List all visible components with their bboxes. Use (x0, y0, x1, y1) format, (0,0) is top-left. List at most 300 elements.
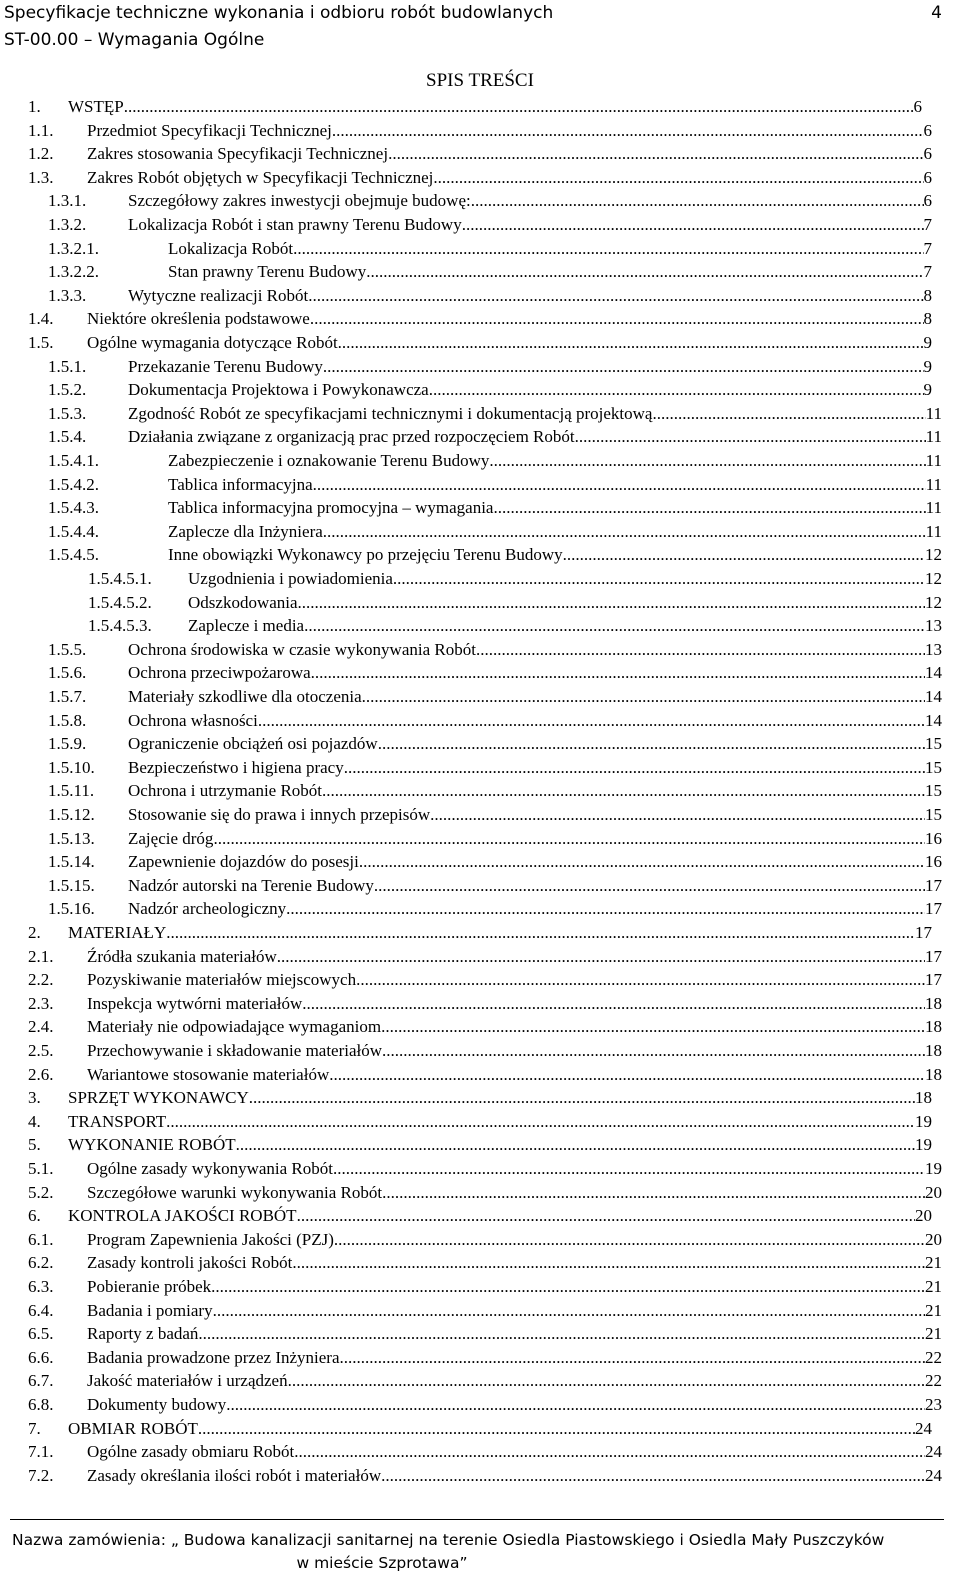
toc-entry-leader (462, 214, 924, 236)
toc-entry-title: Przedmiot Specyfikacji Technicznej (87, 120, 332, 140)
toc-entry-leader (563, 544, 925, 566)
toc-entry[interactable] (48, 426, 942, 448)
toc-entry-page: 20 (925, 1182, 942, 1202)
toc-entry-page: 7 (923, 262, 932, 282)
toc-entry-title: OBMIAR ROBÓT (68, 1418, 198, 1438)
toc-entry-page: 19 (915, 1135, 932, 1155)
toc-entry-number: 1.5.4.5.1. (88, 569, 152, 588)
toc-entry-leader (493, 497, 925, 519)
toc-entry-number: 6.1. (28, 1229, 54, 1249)
toc-entry-leader (382, 1040, 925, 1062)
toc-entry[interactable] (28, 1064, 942, 1086)
toc-entry-leader (359, 851, 925, 873)
toc-entry-page: 24 (925, 1465, 942, 1485)
toc-entry-number: 5.1. (28, 1159, 54, 1178)
toc-entry[interactable] (48, 544, 942, 566)
toc-entry-title: Pozyskiwanie materiałów miejscowych (87, 970, 357, 990)
toc-entry-leader (366, 261, 923, 283)
toc-entry-page: 6 (923, 120, 932, 140)
toc-entry-page: 6 (923, 144, 932, 164)
toc-entry-number: 6.6. (28, 1347, 54, 1367)
toc-entry-leader (258, 710, 925, 732)
toc-entry-page: 14 (925, 663, 942, 683)
document-subtitle: ST-00.00 – Wymagania Ogólne (4, 30, 265, 50)
toc-entry-number: 1.5.7. (48, 687, 87, 706)
toc-entry-title: Szczegółowe warunki wykonywania Robót (87, 1182, 383, 1202)
toc-entry-number: 1.3.2. (48, 215, 87, 234)
toc-entry-title: Wytyczne realizacji Robót (128, 285, 309, 305)
toc-entry[interactable] (48, 639, 942, 661)
toc-entry-number: 1.3.3. (48, 285, 87, 305)
toc-entry[interactable] (88, 592, 942, 614)
toc-entry[interactable] (48, 261, 932, 283)
toc-entry-page: 15 (925, 781, 942, 801)
toc-entry-page: 8 (923, 285, 932, 305)
toc-entry-title: Przekazanie Terenu Budowy (128, 356, 323, 376)
toc-entry[interactable] (28, 1229, 942, 1251)
toc-entry[interactable] (28, 1040, 942, 1062)
toc-entry-page: 14 (925, 687, 942, 706)
toc-entry-leader (124, 96, 914, 118)
toc-entry[interactable] (28, 1323, 942, 1345)
toc-entry-title: Niektóre określenia podstawowe (87, 309, 310, 329)
toc-entry-page: 12 (925, 569, 942, 588)
toc-entry[interactable] (48, 851, 942, 873)
toc-entry-title: KONTROLA JAKOŚCI ROBÓT (68, 1206, 297, 1226)
toc-entry-number: 1.5.4.4. (48, 521, 99, 541)
toc-entry[interactable] (28, 1205, 932, 1227)
toc-entry[interactable] (28, 1300, 942, 1322)
toc-entry-number: 2.4. (28, 1017, 54, 1037)
toc-entry-page: 6 (923, 191, 932, 211)
toc-entry-leader (211, 1276, 925, 1298)
toc-entry-title: Inne obowiązki Wykonawcy po przejęciu Terenu Budowy (168, 545, 563, 565)
toc-entry-leader (308, 285, 923, 307)
toc-entry-leader (302, 993, 925, 1015)
toc-entry[interactable] (48, 898, 942, 920)
toc-entry-number: 3. (28, 1088, 41, 1108)
toc-entry-page: 6 (923, 167, 932, 187)
toc-entry-page: 8 (923, 309, 932, 329)
toc-entry-leader (286, 898, 925, 920)
toc-entry[interactable] (28, 167, 932, 189)
toc-entry-title: Bezpieczeństwo i higiena pracy (128, 757, 344, 777)
toc-entry-number: 7.1. (28, 1442, 54, 1462)
toc-entry-leader (294, 1441, 925, 1463)
toc-entry-leader (236, 1134, 915, 1156)
toc-entry-leader (374, 875, 925, 897)
toc-entry-leader (652, 403, 925, 425)
toc-entry-title: Szczegółowy zakres inwestycji obejmuje budowę: (128, 191, 471, 211)
toc-entry-title: Nadzór autorski na Terenie Budowy (128, 875, 374, 895)
toc-entry-title: Ogólne wymagania dotyczące Robót (87, 333, 338, 352)
toc-entry-page: 17 (925, 970, 942, 990)
toc-entry-leader (338, 332, 924, 354)
toc-entry[interactable] (48, 379, 932, 401)
toc-entry-page: 11 (925, 498, 942, 518)
toc-entry-number: 1.5.12. (48, 805, 95, 824)
toc-entry-leader (575, 426, 926, 448)
toc-entry-leader (489, 450, 925, 472)
toc-entry-title: Nadzór archeologiczny (128, 899, 287, 919)
toc-entry-page: 9 (923, 380, 932, 400)
toc-entry[interactable] (48, 875, 942, 897)
toc-entry-number: 1.5.4.5. (48, 545, 99, 565)
toc-entry-title: Odszkodowania (188, 592, 298, 612)
toc-entry-number: 6.4. (28, 1300, 54, 1320)
toc-entry[interactable] (48, 662, 942, 684)
toc-entry-title: Zakres stosowania Specyfikacji Technicznej (87, 144, 389, 164)
toc-entry[interactable] (48, 757, 942, 779)
footer-divider (10, 1519, 944, 1520)
toc-entry-leader (293, 238, 923, 260)
toc-entry[interactable] (48, 190, 932, 212)
toc-entry[interactable] (48, 238, 932, 260)
toc-entry-page: 11 (925, 521, 942, 541)
toc-entry-number: 1.5.15. (48, 875, 95, 895)
toc-entry-page: 12 (925, 592, 942, 612)
toc-entry-page: 24 (915, 1418, 932, 1438)
toc-entry[interactable] (28, 143, 932, 165)
toc-entry-title: Ograniczenie obciążeń osi pojazdów (128, 734, 378, 754)
toc-entry-title: Zakres Robót objętych w Specyfikacji Technicznej (87, 167, 434, 187)
toc-entry-leader (213, 828, 925, 850)
toc-entry-leader (198, 1418, 915, 1440)
toc-entry-title: Dokumenty budowy (87, 1395, 227, 1414)
toc-entry-leader (381, 1465, 925, 1487)
toc-entry[interactable] (48, 214, 932, 236)
toc-entry-page: 18 (925, 1017, 942, 1037)
toc-entry-title: Ochrona środowiska w czasie wykonywania Robót (128, 639, 476, 659)
toc-entry-leader (433, 167, 923, 189)
toc-entry[interactable] (48, 450, 942, 472)
toc-entry-number: 1.5.4.2. (48, 474, 99, 494)
toc-entry-number: 1.5.9. (48, 734, 87, 754)
toc-entry-page: 17 (925, 899, 942, 919)
toc-entry-page: 20 (915, 1206, 932, 1226)
toc-entry-number: 6.7. (28, 1371, 54, 1391)
toc-entry[interactable] (28, 993, 942, 1015)
toc-entry-page: 19 (915, 1111, 932, 1131)
toc-entry-number: 6. (28, 1206, 41, 1226)
toc-entry-number: 1.5.2. (48, 380, 87, 400)
toc-entry-title: MATERIAŁY (68, 923, 167, 942)
toc-entry-title: Raporty z badań (87, 1324, 199, 1344)
footer-order-name-continued: w mieście Szprotawa” (296, 1554, 468, 1572)
toc-entry-number: 1.5.14. (48, 852, 95, 872)
toc-entry-number: 1.2. (28, 144, 54, 164)
toc-entry[interactable] (28, 1276, 942, 1298)
toc-entry[interactable] (28, 969, 942, 991)
toc-entry-page: 11 (925, 474, 942, 494)
toc-entry-number: 1.5.4.5.3. (88, 616, 152, 636)
toc-entry-leader (311, 662, 925, 684)
toc-entry-leader (430, 804, 925, 826)
toc-entry[interactable] (48, 686, 942, 708)
toc-entry[interactable] (48, 474, 942, 496)
page-header (4, 0, 942, 54)
toc-entry-title: Materiały nie odpowiadające wymaganiom (87, 1017, 382, 1037)
toc-entry-page: 13 (925, 616, 942, 636)
toc-entry-page: 18 (925, 993, 942, 1013)
document-title: Specyfikacje techniczne wykonania i odbioru robót budowlanych (4, 3, 554, 23)
toc-entry-page: 18 (925, 1041, 942, 1060)
toc-entry-page: 22 (925, 1371, 942, 1391)
toc-entry-number: 5. (28, 1135, 41, 1155)
toc-entry-title: Źródła szukania materiałów (87, 946, 277, 966)
toc-entry[interactable] (48, 804, 942, 826)
toc-entry-leader (378, 733, 925, 755)
toc-entry-page: 7 (923, 215, 932, 234)
toc-entry-page: 11 (925, 427, 942, 447)
toc-entry[interactable] (28, 1111, 932, 1133)
toc-entry-page: 9 (923, 356, 932, 376)
toc-entry-number: 1.5.6. (48, 663, 87, 683)
toc-entry-page: 24 (925, 1442, 942, 1462)
toc-entry-leader (249, 1087, 915, 1109)
toc-entry-number: 1.3.2.2. (48, 262, 99, 282)
toc-entry[interactable] (48, 733, 942, 755)
toc-entry-page: 21 (925, 1300, 942, 1320)
toc-entry-title: Inspekcja wytwórni materiałów (87, 993, 303, 1013)
toc-entry[interactable] (48, 403, 942, 425)
toc-entry-title: Badania i pomiary (87, 1300, 213, 1320)
toc-entry-title: Działania związane z organizacją prac przed rozpoczęciem Robót (128, 427, 575, 447)
toc-entry-title: Wariantowe stosowanie materiałów (87, 1064, 330, 1084)
toc-entry-page: 21 (925, 1277, 942, 1296)
toc-entry-number: 2. (28, 923, 41, 942)
toc-entry-title: Pobieranie próbek (87, 1277, 212, 1296)
toc-entry-number: 6.8. (28, 1395, 54, 1414)
toc-entry-number: 1.3.2.1. (48, 238, 99, 258)
toc-entry-number: 2.3. (28, 993, 54, 1013)
toc-entry[interactable] (28, 1016, 942, 1038)
toc-entry[interactable] (28, 1134, 932, 1156)
toc-entry-title: Zgodność Robót ze specyfikacjami technicznymi i dokumentacją projektową (128, 403, 653, 423)
toc-entry-leader (226, 1394, 925, 1416)
toc-entry-leader (393, 568, 925, 590)
toc-entry-page: 21 (925, 1253, 942, 1273)
toc-entry-number: 2.5. (28, 1041, 54, 1060)
toc-entry-leader (382, 1182, 925, 1204)
toc-heading: SPIS TREŚCI (426, 70, 534, 91)
toc-entry[interactable] (28, 308, 932, 330)
toc-entry[interactable] (28, 946, 942, 968)
toc-entry-number: 1.5.16. (48, 899, 95, 919)
toc-entry[interactable] (28, 1158, 942, 1180)
toc-entry-leader (388, 143, 923, 165)
toc-entry-leader (277, 946, 925, 968)
toc-entry[interactable] (48, 285, 932, 307)
toc-entry-number: 1.5.8. (48, 710, 87, 730)
toc-entry-title: WYKONANIE ROBÓT (68, 1135, 236, 1155)
toc-entry-number: 2.6. (28, 1064, 54, 1084)
header-row (4, 0, 942, 27)
toc-entry[interactable] (28, 1347, 942, 1369)
toc-entry-title: Badania prowadzone przez Inżyniera (87, 1347, 340, 1367)
toc-entry-title: Zasady określania ilości robót i materiałów (87, 1465, 382, 1485)
toc-entry-number: 1.5. (28, 333, 54, 352)
toc-entry-leader (323, 356, 924, 378)
toc-entry-leader (213, 1300, 925, 1322)
toc-entry[interactable] (28, 332, 932, 354)
toc-entry-title: Ochrona i utrzymanie Robót (128, 781, 323, 801)
toc-entry-leader (471, 190, 924, 212)
toc-entry-title: Ogólne zasady wykonywania Robót (87, 1159, 333, 1178)
toc-entry-number: 1.5.4.5.2. (88, 592, 152, 612)
toc-entry-leader (323, 521, 926, 543)
toc-entry-title: WSTĘP (68, 97, 124, 116)
toc-entry[interactable] (28, 96, 922, 118)
toc-entry[interactable] (48, 828, 942, 850)
toc-entry-page: 18 (925, 1064, 942, 1084)
toc-entry-title: Stan prawny Terenu Budowy (168, 262, 367, 282)
toc-entry-title: Zapewnienie dojazdów do posesji (128, 852, 359, 872)
toc-entry-number: 1.5.1. (48, 356, 87, 376)
toc-entry-leader (329, 1064, 925, 1086)
toc-entry-title: Lokalizacja Robót (168, 238, 294, 258)
toc-entry-leader (166, 1111, 915, 1133)
toc-entry-number: 5.2. (28, 1182, 54, 1202)
toc-entry-number: 7. (28, 1418, 41, 1438)
toc-entry-page: 16 (925, 828, 942, 848)
toc-entry-number: 1.1. (28, 120, 54, 140)
toc-entry-title: TRANSPORT (68, 1111, 167, 1131)
toc-entry[interactable] (28, 1441, 942, 1463)
toc-entry-page: 7 (923, 238, 932, 258)
toc-entry[interactable] (48, 521, 942, 543)
toc-entry-number: 6.5. (28, 1324, 54, 1344)
toc-entry-number: 1.5.4.1. (48, 451, 99, 470)
toc-entry-title: Zaplecze dla Inżyniera (168, 521, 323, 541)
toc-entry-title: Dokumentacja Projektowa i Powykonawcza (128, 380, 429, 400)
toc-entry-number: 1.3. (28, 167, 54, 187)
toc-entry-leader (334, 1229, 925, 1251)
toc-entry-number: 1.5.4. (48, 427, 87, 447)
toc-entry-page: 13 (925, 639, 942, 659)
toc-entry-title: Przechowywanie i składowanie materiałów (87, 1041, 383, 1060)
toc-entry-number: 2.1. (28, 946, 54, 966)
toc-entry-title: Ogólne zasady obmiaru Robót (87, 1442, 295, 1462)
toc-entry-number: 1.3.1. (48, 191, 87, 211)
toc-entry-page: 20 (925, 1229, 942, 1249)
toc-entry[interactable] (28, 1182, 942, 1204)
toc-entry-title: Jakość materiałów i urządzeń (87, 1371, 288, 1391)
toc-entry-title: Zajęcie dróg (128, 828, 214, 848)
toc-entry-leader (381, 1016, 925, 1038)
toc-entry-number: 1.5.10. (48, 757, 95, 777)
toc-entry-page: 15 (925, 734, 942, 754)
toc-entry[interactable] (48, 497, 942, 519)
toc-entry-number: 1.5.13. (48, 828, 95, 848)
toc-entry-title: Zabezpieczenie i oznakowanie Terenu Budowy (168, 451, 490, 470)
toc-entry-leader (322, 780, 925, 802)
toc-entry-leader (292, 1252, 925, 1274)
toc-entry[interactable] (28, 922, 932, 944)
toc-entry-number: 1.5.3. (48, 403, 87, 423)
toc-entry-leader (356, 969, 925, 991)
toc-entry-title: Tablica informacyjna promocyjna – wymagania (168, 498, 494, 518)
toc-entry-number: 6.3. (28, 1277, 54, 1296)
toc-entry-leader (304, 615, 925, 637)
toc-entry[interactable] (28, 1394, 942, 1416)
toc-entry[interactable] (28, 1418, 932, 1440)
toc-entry-page: 14 (925, 710, 942, 730)
toc-entry-title: Lokalizacja Robót i stan prawny Terenu Budowy (128, 215, 462, 234)
toc-entry-leader (198, 1323, 925, 1345)
toc-entry[interactable] (28, 1370, 942, 1392)
toc-entry-page: 15 (925, 757, 942, 777)
toc-entry[interactable] (48, 356, 932, 378)
toc-entry-page: 16 (925, 852, 942, 872)
toc-entry-title: Ochrona przeciwpożarowa (128, 663, 311, 683)
toc-entry-number: 4. (28, 1111, 41, 1131)
toc-entry[interactable] (88, 615, 942, 637)
toc-entry-leader (332, 120, 924, 142)
toc-entry-number: 1. (28, 97, 41, 116)
toc-entry-number: 1.5.4.3. (48, 498, 99, 518)
toc-entry-page: 17 (925, 946, 942, 966)
toc-entry[interactable] (28, 1465, 942, 1487)
toc-entry-leader (340, 1347, 925, 1369)
toc-entry-title: Tablica informacyjna (168, 474, 313, 494)
toc-entry-leader (429, 379, 924, 401)
toc-entry-page: 23 (925, 1395, 942, 1414)
toc-entry-page: 9 (923, 333, 932, 352)
toc-entry-leader (344, 757, 925, 779)
toc-entry-title: Materiały szkodliwe dla otoczenia (128, 687, 362, 706)
toc-entry-leader (166, 922, 915, 944)
toc-entry[interactable] (48, 780, 942, 802)
toc-entry-page: 15 (925, 805, 942, 824)
toc-entry-page: 19 (925, 1159, 942, 1178)
toc-entry[interactable] (48, 710, 942, 732)
page-number: 4 (931, 3, 942, 23)
toc-entry-number: 1.5.11. (48, 781, 95, 801)
toc-entry-leader (288, 1370, 925, 1392)
toc-entry-leader (298, 592, 925, 614)
toc-entry-title: Stosowanie się do prawa i innych przepisów (128, 805, 431, 824)
toc-entry-page: 12 (925, 545, 942, 565)
toc-entry-number: 1.4. (28, 309, 54, 329)
toc-entry[interactable] (28, 1252, 942, 1274)
toc-entry-number: 1.5.5. (48, 639, 87, 659)
toc-entry-title: SPRZĘT WYKONAWCY (68, 1088, 249, 1108)
toc-entry-page: 18 (915, 1088, 932, 1108)
toc-entry-leader (333, 1158, 925, 1180)
toc-entry-title: Ochrona własności (128, 710, 258, 730)
toc-entry-page: 21 (925, 1324, 942, 1344)
toc-entry-page: 11 (925, 451, 942, 470)
toc-entry-number: 7.2. (28, 1465, 54, 1485)
toc-entry-page: 11 (925, 403, 942, 423)
toc-entry-page: 6 (913, 97, 922, 116)
toc-entry-leader (313, 474, 926, 496)
toc-entry-page: 17 (925, 875, 942, 895)
footer-order-name: Nazwa zamówienia: „ Budowa kanalizacji sanitarnej na terenie Osiedla Piastowskiego i Osiedla Mały Puszczyków (12, 1531, 885, 1549)
toc-entry[interactable] (28, 120, 932, 142)
toc-entry-title: Zaplecze i media (188, 616, 305, 636)
toc-entry-page: 22 (925, 1347, 942, 1367)
toc-entry-number: 6.2. (28, 1253, 54, 1273)
toc-entry[interactable] (88, 568, 942, 590)
toc-entry-leader (476, 639, 925, 661)
toc-entry[interactable] (28, 1087, 932, 1109)
toc-entry-title: Uzgodnienia i powiadomienia (188, 569, 393, 588)
toc-entry-leader (297, 1205, 915, 1227)
toc-entry-leader (310, 308, 924, 330)
toc-entry-title: Zasady kontroli jakości Robót (87, 1253, 293, 1273)
